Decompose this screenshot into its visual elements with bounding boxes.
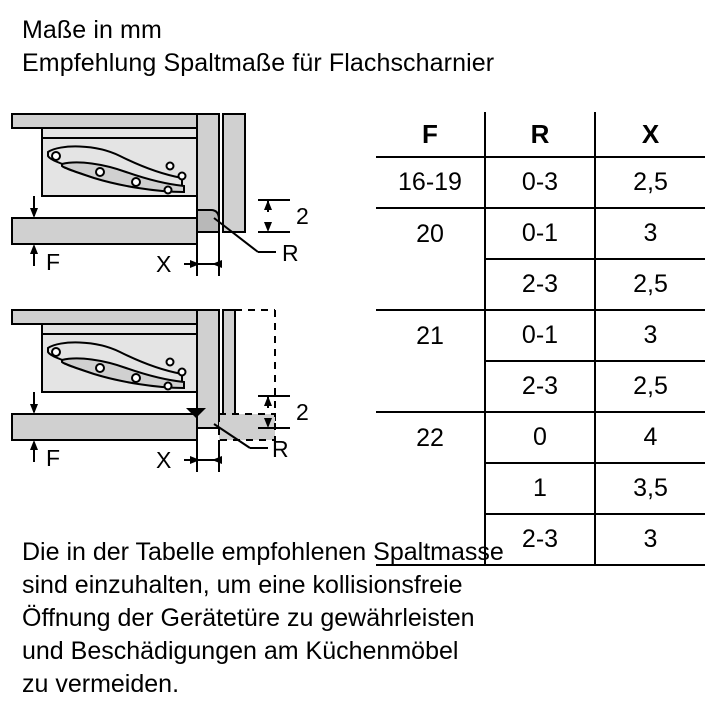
cell-r: 0-1 [485, 310, 595, 361]
cell-x: 3 [595, 514, 705, 565]
heading-recommendation: Empfehlung Spaltmaße für Flachscharnier [22, 49, 495, 77]
cell-r: 1 [485, 463, 595, 514]
label-x-top: X [156, 251, 172, 277]
cell-f: 22 [376, 412, 485, 463]
cell-x: 4 [595, 412, 705, 463]
table-row [376, 463, 705, 514]
table-row [376, 208, 705, 259]
diagram-bottom [12, 310, 309, 473]
cell-x: 3 [595, 208, 705, 259]
table-row [376, 157, 705, 208]
header-f: F [376, 112, 485, 157]
cell-f: 20 [376, 208, 485, 259]
hinge-diagrams-svg [0, 100, 370, 500]
cell-f [376, 259, 485, 310]
cell-f: 21 [376, 310, 485, 361]
table-row [376, 412, 705, 463]
label-f-bottom: F [46, 445, 61, 471]
footer-line-1: Die in der Tabelle empfohlenen Spaltmasse [22, 538, 504, 566]
cell-r: 2-3 [485, 259, 595, 310]
cell-f: 16-19 [376, 157, 485, 208]
cell-r: 0-1 [485, 208, 595, 259]
footer-line-4: und Beschädigungen am Küchenmöbel [22, 637, 459, 665]
cell-r: 2-3 [485, 361, 595, 412]
diagram-top [12, 114, 309, 277]
cell-f [376, 463, 485, 514]
table-row [376, 259, 705, 310]
header-x: X [641, 118, 660, 149]
radius-detail-top [197, 210, 219, 232]
spec-table-wrapper [376, 112, 701, 566]
table-header-row [376, 112, 705, 157]
table-row [376, 361, 705, 412]
footer-line-2: sind einzuhalten, um eine kollisionsfreie [22, 571, 463, 599]
label-x-bottom: X [156, 447, 172, 473]
label-gap-top: 2 [296, 203, 309, 229]
cell-x: 3 [595, 310, 705, 361]
heading-units: Maße in mm [22, 16, 162, 44]
cell-r: 2-3 [485, 514, 595, 565]
cell-x: 3,5 [595, 463, 705, 514]
label-r-top: R [282, 240, 299, 266]
cell-x: 2,5 [595, 157, 705, 208]
table-row [376, 310, 705, 361]
label-f-top: F [46, 249, 61, 275]
cell-r: 0 [485, 412, 595, 463]
heading-block [22, 14, 682, 80]
cell-x: 2,5 [595, 259, 705, 310]
footer-note [22, 536, 712, 701]
cell-f [376, 361, 485, 412]
cell-x: 2,5 [595, 361, 705, 412]
footer-line-5: zu vermeiden. [22, 670, 180, 698]
diagram-area [0, 100, 370, 500]
footer-line-3: Öffnung der Gerätetüre zu gewährleisten [22, 604, 475, 632]
spec-table [376, 112, 705, 566]
cell-r: 0-3 [485, 157, 595, 208]
label-r-bottom: R [272, 436, 289, 462]
label-gap-bottom: 2 [296, 399, 309, 425]
header-r: R [485, 112, 595, 157]
